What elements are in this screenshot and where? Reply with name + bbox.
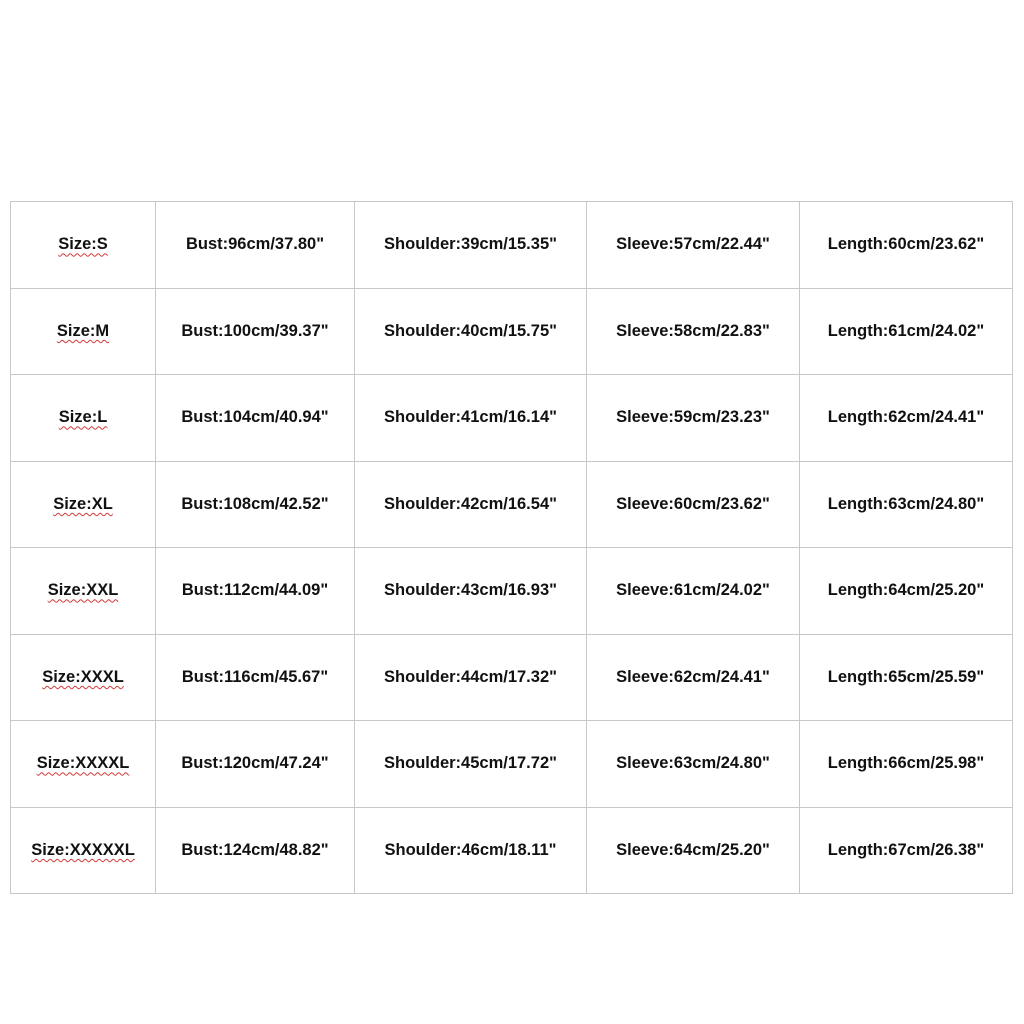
size-cell xyxy=(11,288,156,375)
bust-cell: Bust:124cm/48.82" xyxy=(156,807,355,894)
sleeve-cell: Sleeve:63cm/24.80" xyxy=(587,721,800,808)
shoulder-cell: Shoulder:46cm/18.11" xyxy=(355,807,587,894)
table-row xyxy=(11,375,1013,462)
size-cell xyxy=(11,721,156,808)
length-cell: Length:61cm/24.02" xyxy=(800,288,1013,375)
sleeve-cell: Sleeve:57cm/22.44" xyxy=(587,202,800,289)
bust-cell: Bust:96cm/37.80" xyxy=(156,202,355,289)
length-cell: Length:63cm/24.80" xyxy=(800,461,1013,548)
table-row xyxy=(11,634,1013,721)
size-label: Size:S xyxy=(58,235,108,254)
shoulder-cell: Shoulder:43cm/16.93" xyxy=(355,548,587,635)
bust-cell: Bust:104cm/40.94" xyxy=(156,375,355,462)
table-row xyxy=(11,461,1013,548)
length-cell: Length:67cm/26.38" xyxy=(800,807,1013,894)
size-label: Size:L xyxy=(58,408,108,427)
sleeve-cell: Sleeve:58cm/22.83" xyxy=(587,288,800,375)
size-cell xyxy=(11,375,156,462)
size-cell xyxy=(11,548,156,635)
size-label: Size:XXXXL xyxy=(36,754,130,773)
size-label: Size:XXXL xyxy=(42,667,124,686)
sleeve-cell: Sleeve:64cm/25.20" xyxy=(587,807,800,894)
shoulder-cell: Shoulder:41cm/16.14" xyxy=(355,375,587,462)
table-row xyxy=(11,721,1013,808)
size-cell xyxy=(11,461,156,548)
table-row xyxy=(11,548,1013,635)
size-label: Size:XL xyxy=(53,494,113,513)
length-cell: Length:66cm/25.98" xyxy=(800,721,1013,808)
shoulder-cell: Shoulder:44cm/17.32" xyxy=(355,634,587,721)
size-cell xyxy=(11,807,156,894)
table-row xyxy=(11,202,1013,289)
length-cell: Length:64cm/25.20" xyxy=(800,548,1013,635)
length-cell: Length:60cm/23.62" xyxy=(800,202,1013,289)
size-chart-table xyxy=(10,201,1013,894)
table-row xyxy=(11,288,1013,375)
length-cell: Length:65cm/25.59" xyxy=(800,634,1013,721)
bust-cell: Bust:112cm/44.09" xyxy=(156,548,355,635)
size-label: Size:XXL xyxy=(47,581,119,600)
sleeve-cell: Sleeve:60cm/23.62" xyxy=(587,461,800,548)
bust-cell: Bust:120cm/47.24" xyxy=(156,721,355,808)
size-cell xyxy=(11,202,156,289)
sleeve-cell: Sleeve:61cm/24.02" xyxy=(587,548,800,635)
shoulder-cell: Shoulder:42cm/16.54" xyxy=(355,461,587,548)
table-row xyxy=(11,807,1013,894)
sleeve-cell: Sleeve:62cm/24.41" xyxy=(587,634,800,721)
shoulder-cell: Shoulder:45cm/17.72" xyxy=(355,721,587,808)
shoulder-cell: Shoulder:39cm/15.35" xyxy=(355,202,587,289)
length-cell: Length:62cm/24.41" xyxy=(800,375,1013,462)
shoulder-cell: Shoulder:40cm/15.75" xyxy=(355,288,587,375)
bust-cell: Bust:116cm/45.67" xyxy=(156,634,355,721)
bust-cell: Bust:108cm/42.52" xyxy=(156,461,355,548)
size-label: Size:XXXXXL xyxy=(31,840,135,859)
sleeve-cell: Sleeve:59cm/23.23" xyxy=(587,375,800,462)
size-cell xyxy=(11,634,156,721)
size-label: Size:M xyxy=(56,321,110,340)
bust-cell: Bust:100cm/39.37" xyxy=(156,288,355,375)
